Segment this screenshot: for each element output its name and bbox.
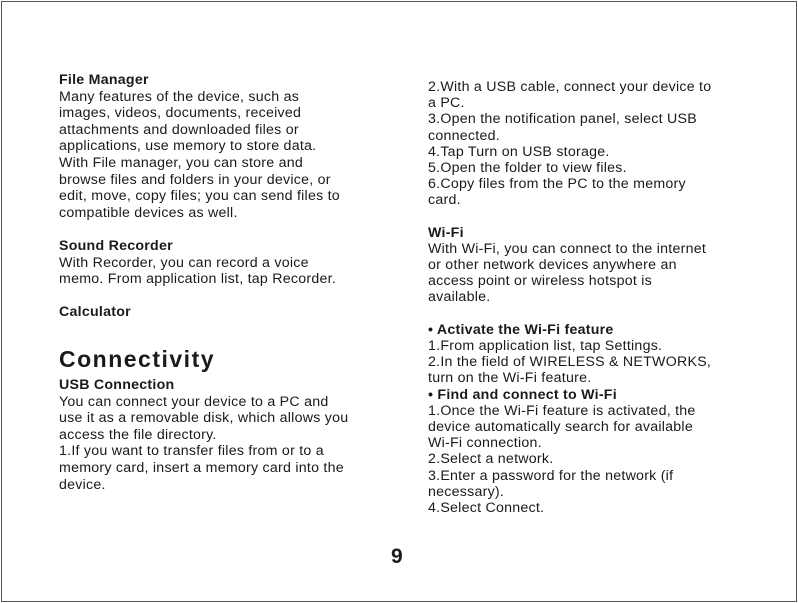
text-line: a PC. [428, 95, 465, 112]
text-line: 3.Enter a password for the network (if [428, 467, 674, 484]
text-line: 1.From application list, tap Settings. [428, 338, 663, 354]
text-line: device. [59, 476, 106, 493]
text-line: access the file directory. [59, 426, 217, 443]
text-line: compatible devices as well. [59, 204, 238, 221]
heading: Sound Recorder [59, 237, 173, 254]
blank-line [428, 209, 711, 225]
text-line: 1.Once the Wi-Fi feature is activated, the [428, 402, 696, 419]
right-column [428, 79, 711, 516]
text-line: 4.Tap Turn on USB storage. [428, 143, 610, 160]
text-line: 2.In the field of WIRELESS & NETWORKS, [428, 354, 712, 371]
text-line: 2.With a USB cable, connect your device to [428, 79, 712, 95]
page-number: 9 [391, 545, 403, 568]
text-line: attachments and downloaded files or [59, 121, 299, 138]
text-line: 6.Copy files from the PC to the memory [428, 176, 686, 193]
left-column-top [59, 72, 340, 321]
heading: Calculator [59, 304, 131, 321]
text-line: connected. [428, 127, 500, 144]
text-line: You can connect your device to a PC and [59, 393, 329, 410]
text-line: card. [428, 192, 461, 209]
text-line: Many features of the device, such as [59, 88, 300, 105]
blank-line [59, 288, 340, 305]
text-line: With Wi-Fi, you can connect to the internet [428, 240, 707, 257]
text-line: memory card, insert a memory card into the [59, 459, 344, 476]
text-line: device automatically search for available [428, 418, 693, 435]
text-line: With Recorder, you can record a voice [59, 254, 309, 271]
heading: File Manager [59, 72, 149, 88]
text-line: edit, move, copy files; you can send files to [59, 188, 340, 205]
text-line: access point or wireless hotspot is [428, 273, 653, 290]
text-line: use it as a removable disk, which allows you [59, 410, 349, 427]
text-line: browse files and folders in your device, or [59, 171, 331, 188]
text-line: necessary). [428, 483, 505, 500]
heading: • Activate the Wi-Fi feature [428, 321, 614, 338]
text-line: available. [428, 289, 491, 306]
text-line: applications, use memory to store data. [59, 138, 317, 155]
text-line: 1.If you want to transfer files from or to a [59, 443, 324, 460]
section-title: Connectivity [59, 346, 216, 372]
blank-line [59, 221, 340, 238]
text-line: or other network devices anywhere an [428, 257, 677, 274]
text-line: Wi-Fi connection. [428, 435, 542, 452]
left-column-bottom [59, 377, 348, 493]
heading: • Find and connect to Wi-Fi [428, 386, 617, 403]
text-line: 4.Select Connect. [428, 499, 545, 516]
text-line: images, videos, documents, received [59, 105, 302, 122]
text-line: With File manager, you can store and [59, 154, 304, 171]
heading: USB Connection [59, 377, 175, 393]
text-line: 2.Select a network. [428, 451, 554, 468]
text-line: 5.Open the folder to view files. [428, 159, 627, 176]
blank-line [428, 306, 711, 322]
text-line: memo. From application list, tap Recorder. [59, 271, 337, 288]
text-line: 3.Open the notification panel, select USB [428, 111, 697, 128]
heading: Wi-Fi [428, 224, 464, 241]
text-line: turn on the Wi-Fi feature. [428, 370, 592, 387]
